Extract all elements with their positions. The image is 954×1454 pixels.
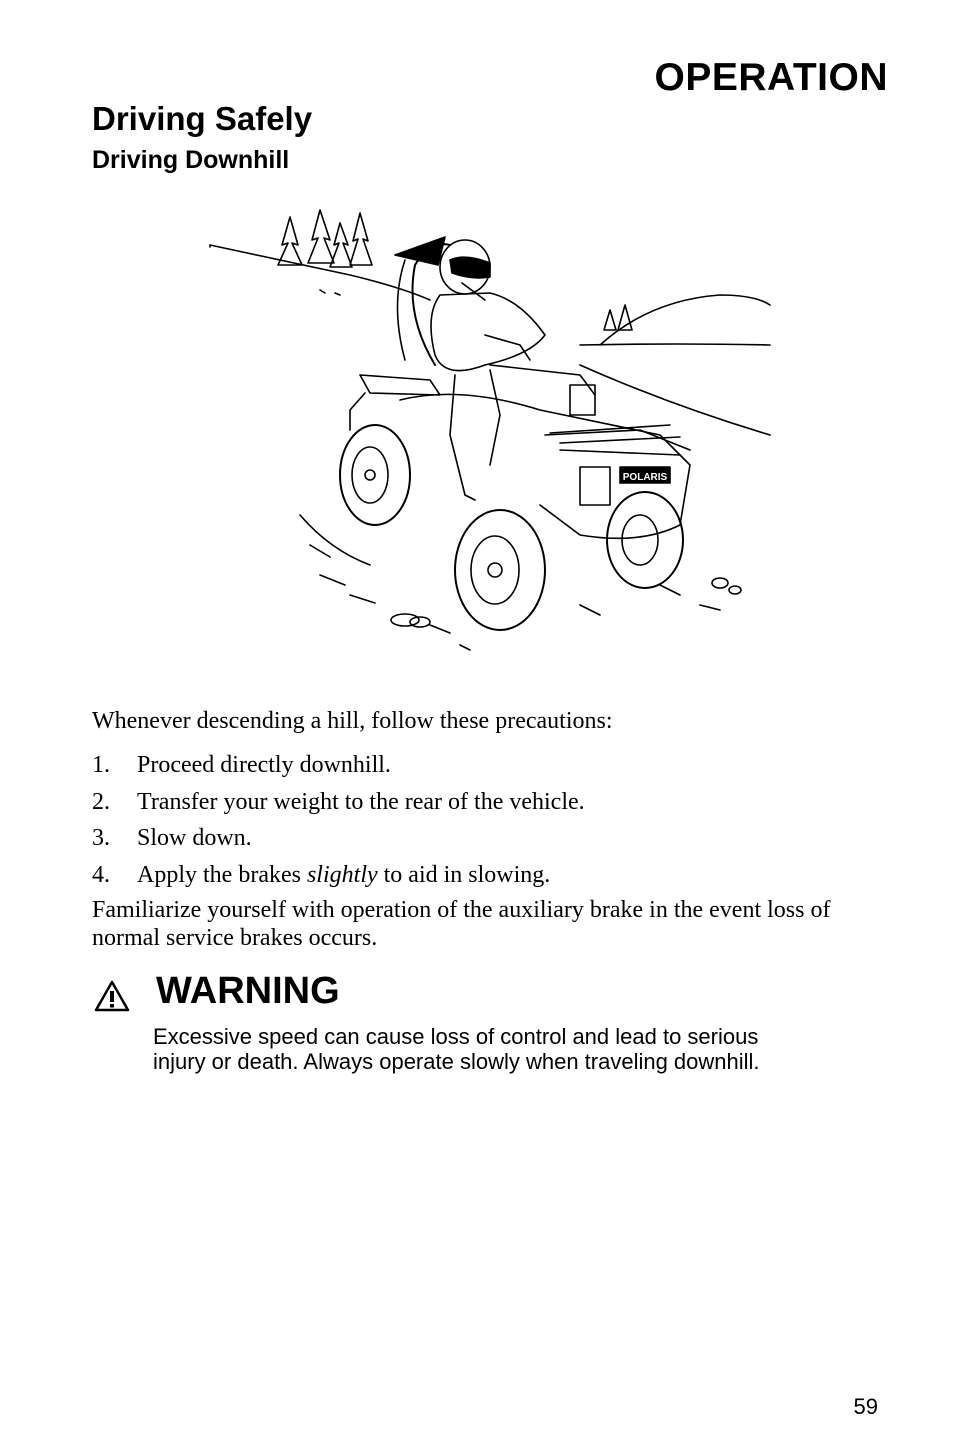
tree-icon [278,210,372,267]
page-title: Driving Safely [92,100,313,137]
warning-text-line: injury or death. Always operate slowly when traveling downhill. [153,1049,760,1074]
wheel-icon [455,510,545,630]
warning-text [153,1024,883,1074]
step-number: 1. [92,752,110,778]
atv-logo: POLARIS [622,472,668,483]
page-number: 59 [853,1394,878,1419]
section-header: OPERATION [654,56,888,99]
step-text: Transfer your weight to the rear of the vehicle. [137,788,585,815]
auxiliary-brake-note: Familiarize yourself with operation of the auxiliary brake in the event loss of normal service brakes occurs. [92,897,831,951]
precaution-list [92,750,585,896]
step-number: 4. [92,861,110,888]
section-subtitle: Driving Downhill [92,146,290,174]
step-text: Slow down. [137,825,252,851]
tree-icon [604,305,632,330]
list-item [92,750,585,787]
wheel-icon [607,492,683,588]
warning-triangle-icon [94,980,130,1012]
list-item [92,787,585,824]
step-emphasis: slightly [306,861,378,888]
intro-text: Whenever descending a hill, follow these precautions: [92,708,613,734]
wheel-icon [340,425,410,525]
step-text: Proceed directly downhill. [137,752,391,778]
warning-title: WARNING [156,970,340,1012]
step-number: 2. [92,788,110,815]
list-item [92,860,585,897]
step-number: 3. [92,825,110,851]
list-item [92,823,585,860]
step-text: Apply the brakes [137,861,307,888]
atv-downhill-illustration [200,205,780,655]
warning-text-line: Excessive speed can cause loss of control and lead to serious [153,1024,759,1049]
step-text: to aid in slowing. [377,861,551,888]
